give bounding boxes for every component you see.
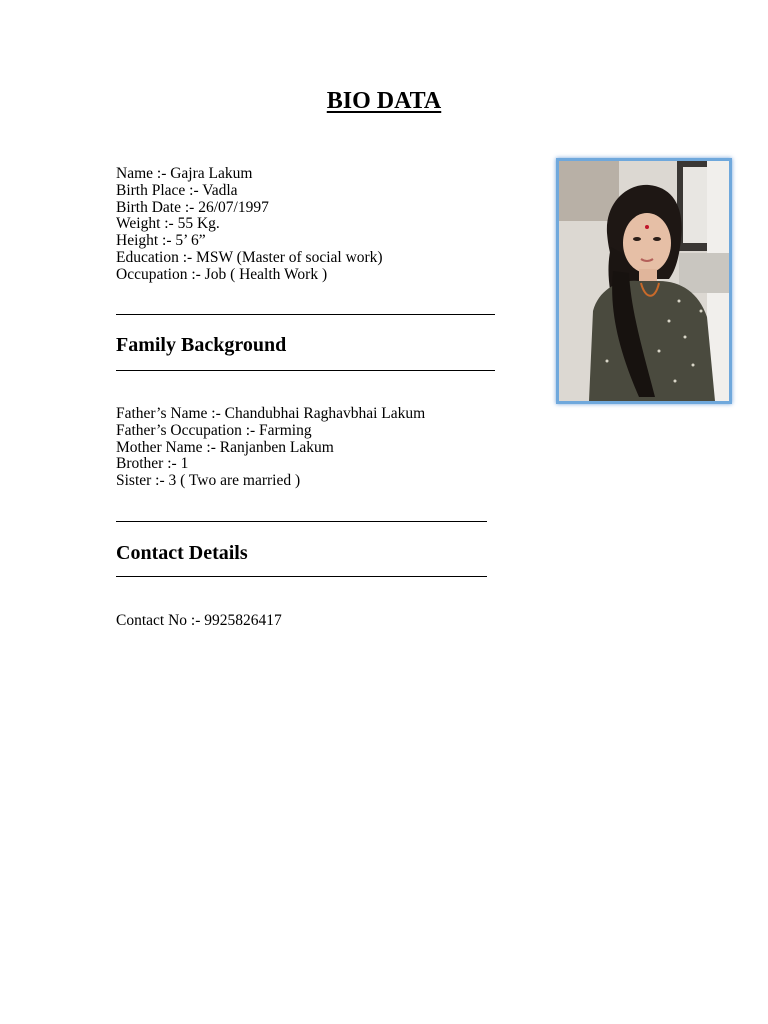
occupation-line: Occupation :- Job ( Health Work ) bbox=[116, 265, 328, 283]
divider bbox=[116, 576, 487, 577]
contact-number-line: Contact No :- 9925826417 bbox=[116, 612, 282, 629]
name-line: Name :- Gajra Lakum bbox=[116, 165, 253, 182]
divider bbox=[116, 521, 487, 522]
divider bbox=[116, 370, 495, 371]
personal-details bbox=[116, 166, 383, 284]
divider bbox=[116, 314, 495, 315]
birth-date-line: Birth Date :- 26/07/1997 bbox=[116, 198, 269, 216]
page-title: BIO DATA bbox=[326, 88, 442, 114]
birth-place-line: Birth Place :- Vadla bbox=[116, 181, 238, 199]
height-line: Height :- 5’ 6” bbox=[116, 232, 206, 250]
family-details bbox=[116, 406, 425, 490]
weight-line: Weight :- 55 Kg. bbox=[116, 215, 220, 233]
portrait-illustration bbox=[559, 161, 729, 401]
mother-name-line: Mother Name :- Ranjanben Lakum bbox=[116, 438, 334, 456]
sister-line: Sister :- 3 ( Two are married ) bbox=[116, 472, 301, 490]
profile-photo bbox=[556, 158, 732, 404]
education-line: Education :- MSW (Master of social work) bbox=[116, 248, 383, 266]
father-name-line: Father’s Name :- Chandubhai Raghavbhai Lakum bbox=[116, 405, 426, 422]
contact-details bbox=[116, 613, 282, 630]
brother-line: Brother :- 1 bbox=[116, 455, 189, 473]
father-occupation-line: Father’s Occupation :- Farming bbox=[116, 421, 312, 439]
family-background-heading: Family Background bbox=[116, 334, 287, 356]
contact-details-heading: Contact Details bbox=[116, 542, 248, 564]
